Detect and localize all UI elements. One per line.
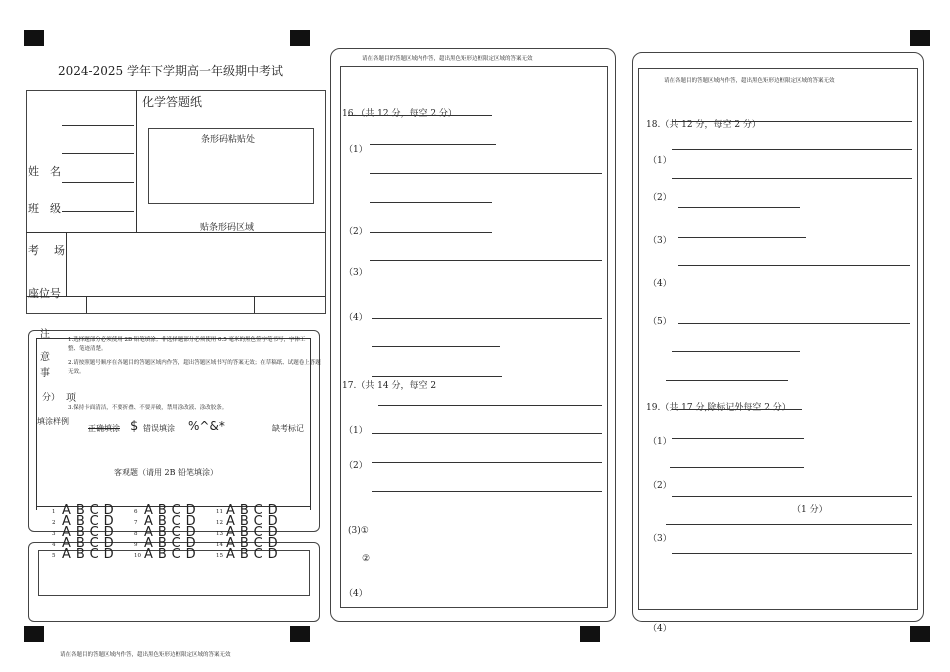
- registration-mark: [910, 30, 930, 46]
- notes-side-1: 注: [40, 329, 50, 340]
- question-number: 3: [52, 531, 56, 537]
- q18-title: 18.（共 12 分，每空 2 分）: [646, 120, 761, 130]
- answer-bubbles-q1[interactable]: ABCD: [62, 503, 119, 518]
- correct-fill-label: 正确填涂: [88, 424, 120, 433]
- question-number: 6: [134, 509, 138, 515]
- question-number: 7: [134, 520, 138, 526]
- registration-mark: [580, 626, 600, 642]
- absent-mark-label: 缺考标记: [272, 424, 304, 433]
- q16-part-1: （1）: [344, 145, 368, 155]
- answer-bubbles-q7[interactable]: ABCD: [144, 514, 201, 529]
- question-number: 4: [52, 542, 56, 548]
- barcode-label: 条形码粘贴处: [201, 135, 256, 145]
- answer-bubbles-q8[interactable]: ABCD: [144, 525, 201, 540]
- notes-side-2: 意: [40, 352, 50, 363]
- fill-sample-label: 填涂样例: [37, 417, 69, 426]
- note-1: 1.选择题部分必须使用 2B 铅笔填涂；非选择题部分必须使用 0.5 毫米的黑色签字笔书写，字体工整、笔迹清楚。: [68, 337, 306, 352]
- question-number: 15: [216, 553, 223, 559]
- seat-label: 座位号: [28, 287, 61, 300]
- registration-mark: [290, 626, 310, 642]
- registration-mark: [290, 30, 310, 46]
- question-number: 8: [134, 531, 138, 537]
- answer-bubbles-q9[interactable]: ABCD: [144, 536, 201, 551]
- notes-side-4: 项: [66, 393, 76, 404]
- q19-part-2: （2）: [648, 481, 672, 491]
- q18-part-1: （1）: [648, 156, 672, 166]
- registration-mark: [24, 626, 44, 642]
- question-number: 11: [216, 509, 223, 515]
- answer-bubbles-q3[interactable]: ABCD: [62, 525, 119, 540]
- room-label-b: 场: [54, 244, 65, 257]
- q17-part-1: （1）: [344, 426, 368, 436]
- q17-part-3b: ②: [362, 554, 371, 564]
- room-label-a: 考: [28, 244, 39, 257]
- answer-bubbles-q12[interactable]: ABCD: [226, 514, 283, 529]
- bottom-banner: 请在各题目的答题区域内作答，超出黑色矩形边框限定区域的答案无效: [60, 652, 231, 658]
- question-number: 13: [216, 531, 223, 537]
- question-number: 12: [216, 520, 223, 526]
- q17-part-4: （4）: [344, 589, 368, 599]
- q18-part-4: （4）: [648, 279, 672, 289]
- q19-one-point: （1 分）: [792, 505, 828, 515]
- correct-fill-mark: $: [130, 419, 139, 434]
- q18-part-5: （5）: [648, 317, 672, 327]
- notes-side-3: 事: [40, 368, 50, 379]
- class-label: 班 级: [28, 202, 61, 215]
- answer-bubbles-q6[interactable]: ABCD: [144, 503, 201, 518]
- exam-title: 2024-2025 学年下学期高一年级期中考试: [58, 64, 283, 78]
- name-label: 姓 名: [28, 165, 61, 178]
- q18-part-2: （2）: [648, 193, 672, 203]
- answer-bubbles-q2[interactable]: ABCD: [62, 514, 119, 529]
- note-2: 2.请按照题号顺序在各题目的答题区域内作答，超出答题区域书写的答案无效；在草稿纸、试题卷上答题无效。: [68, 360, 321, 375]
- q16-title: 16.（共 12 分，每空 2 分）: [342, 109, 457, 119]
- registration-mark: [910, 626, 930, 642]
- middle-banner: 请在各题目的答题区域内作答，超出黑色矩形边框限定区域的答案无效: [362, 56, 533, 62]
- notes-side-extra: 分）: [42, 393, 61, 403]
- answer-bubbles-q5[interactable]: ABCD: [62, 547, 119, 562]
- question-number: 2: [52, 520, 56, 526]
- q19-part-1: （1）: [648, 437, 672, 447]
- answer-bubbles-q10[interactable]: ABCD: [144, 547, 201, 562]
- q17-part-2: （2）: [344, 461, 368, 471]
- answer-bubbles-q14[interactable]: ABCD: [226, 536, 283, 551]
- q19-title: 19.（共 17 分,除标记外每空 2 分）: [646, 403, 791, 413]
- wrong-fill-label: 错误填涂: [143, 424, 175, 433]
- question-number: 10: [134, 553, 141, 559]
- answer-bubbles-q11[interactable]: ABCD: [226, 503, 283, 518]
- q19-part-3: （3）: [648, 534, 672, 544]
- q16-part-2: （2）: [344, 227, 368, 237]
- q19-part-4: （4）: [648, 624, 672, 634]
- q16-part-4: （4）: [344, 313, 368, 323]
- question-number: 9: [134, 542, 138, 548]
- q17-title: 17.（共 14 分，每空 2: [342, 381, 437, 391]
- registration-mark: [24, 30, 44, 46]
- barcode-area-label: 贴条形码区域: [200, 223, 255, 233]
- objective-title: 客观题（请用 2B 铅笔填涂）: [114, 468, 219, 477]
- right-banner: 请在各题目的答题区域内作答，超出黑色矩形边框限定区域的答案无效: [664, 78, 835, 84]
- q16-part-3: （3）: [344, 268, 368, 278]
- answer-bubbles-q13[interactable]: ABCD: [226, 525, 283, 540]
- note-3: 3.保持卡面清洁，不要折叠、不要弄破，禁用涂改液、涂改胶条。: [68, 405, 228, 411]
- answer-bubbles-q15[interactable]: ABCD: [226, 547, 283, 562]
- question-number: 14: [216, 542, 223, 548]
- wrong-fill-marks: %^&*: [188, 419, 225, 433]
- sheet-title: 化学答题纸: [142, 95, 203, 109]
- q17-part-3a: (3)①: [348, 526, 369, 536]
- answer-bubbles-q4[interactable]: ABCD: [62, 536, 119, 551]
- question-number: 1: [52, 509, 56, 515]
- question-number: 5: [52, 553, 56, 559]
- q18-part-3: （3）: [648, 236, 672, 246]
